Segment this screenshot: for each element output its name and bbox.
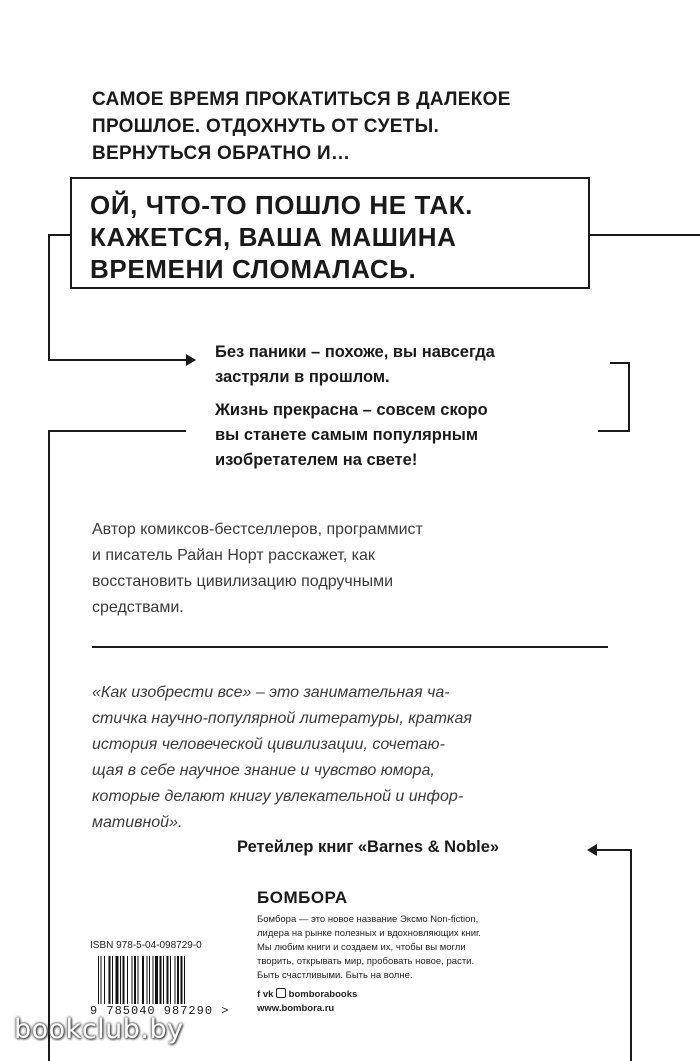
isbn-text: ISBN 978-5-04-098729-0 — [90, 940, 202, 951]
social-links — [257, 988, 357, 1002]
connector-segment — [48, 430, 50, 1061]
publisher-line: творить, открывать мир, пробовать новое, расти. — [257, 956, 475, 967]
connector-segment — [590, 234, 700, 236]
author-line: и писатель Райан Норт расскажет, как — [92, 547, 375, 564]
publisher-website: www.bombora.ru — [257, 1003, 335, 1014]
life-line: Жизнь прекрасна – совсем скоро — [215, 401, 488, 419]
facebook-icon: f — [257, 989, 261, 1000]
quote-attribution: Ретейлер книг «Barnes & Noble» — [237, 838, 500, 856]
connector-segment — [48, 234, 50, 361]
connector-segment — [630, 849, 632, 1061]
instagram-icon — [276, 988, 286, 998]
watermark: bookclub.by — [14, 1014, 184, 1045]
social-handle: bomborabooks — [288, 989, 358, 1000]
author-line: восстановить цивилизацию подручными — [92, 573, 394, 590]
author-paragraph — [92, 517, 423, 621]
publisher-line: Бомбора — это новое название Эксмо Non-fiction, — [257, 914, 479, 925]
quote-line: щая в себе научное знание и чувство юмора, — [92, 762, 435, 779]
connector-segment — [628, 362, 630, 432]
arrow-right-icon — [186, 354, 196, 366]
quote-line: которые делают книгу увлекательной и инфор- — [92, 788, 464, 805]
headline-line: ВРЕМЕНИ СЛОМАЛАСЬ. — [90, 254, 417, 284]
intro-line: САМОЕ ВРЕМЯ ПРОКАТИТЬСЯ В ДАЛЕКОЕ — [92, 89, 511, 110]
panic-line: застряли в прошлом. — [215, 368, 390, 386]
headline-line: КАЖЕТСЯ, ВАША МАШИНА — [90, 222, 457, 252]
intro-line: ВЕРНУТЬСЯ ОБРАТНО И… — [92, 143, 351, 164]
quote-line: мативной». — [92, 814, 183, 831]
connector-segment — [596, 849, 632, 851]
quote-line: история человеческой цивилизации, сочетаю- — [92, 736, 445, 753]
panic-line: Без паники – похоже, вы навсегда — [215, 343, 495, 361]
life-line: изобретателем на свете! — [215, 451, 418, 469]
author-line: Автор комиксов-бестселлеров, программист — [92, 521, 423, 538]
barcode — [90, 938, 230, 1018]
panic-paragraph — [215, 340, 495, 390]
publisher-logo: БОМБОРА — [257, 888, 348, 907]
life-paragraph — [215, 398, 488, 473]
connector-segment — [48, 234, 70, 236]
quote-line: стичка научно-популярной литературы, краткая — [92, 710, 472, 727]
publisher-line: Мы любим книги и создаем их, чтобы вы могли — [257, 942, 466, 953]
review-quote — [92, 680, 472, 836]
connector-segment — [598, 430, 630, 432]
connector-segment — [48, 359, 186, 361]
publisher-description — [257, 913, 481, 983]
barcode-bars-icon — [98, 956, 222, 1004]
vk-icon: vk — [262, 989, 274, 1000]
intro-heading — [92, 86, 592, 167]
publisher-line: Быть счастливыми. Быть на волне. — [257, 970, 413, 981]
barcode-number: 9 785040 987290 > — [90, 1004, 230, 1018]
connector-segment — [48, 430, 186, 432]
headline-text — [90, 189, 473, 285]
headline-line: ОЙ, ЧТО-ТО ПОШЛО НЕ ТАК. — [90, 190, 474, 220]
connector-segment — [610, 362, 630, 364]
life-line: вы станете самым популярным — [215, 426, 479, 444]
divider — [92, 646, 608, 648]
publisher-line: лидера на рынке полезных и вдохновляющих книг. — [257, 928, 481, 939]
author-line: средствами. — [92, 599, 184, 616]
quote-line: «Как изобрести все» – это занимательная ча- — [92, 684, 450, 701]
intro-line: ПРОШЛОЕ. ОТДОХНУТЬ ОТ СУЕТЫ. — [92, 116, 440, 137]
headline-box — [70, 177, 590, 289]
